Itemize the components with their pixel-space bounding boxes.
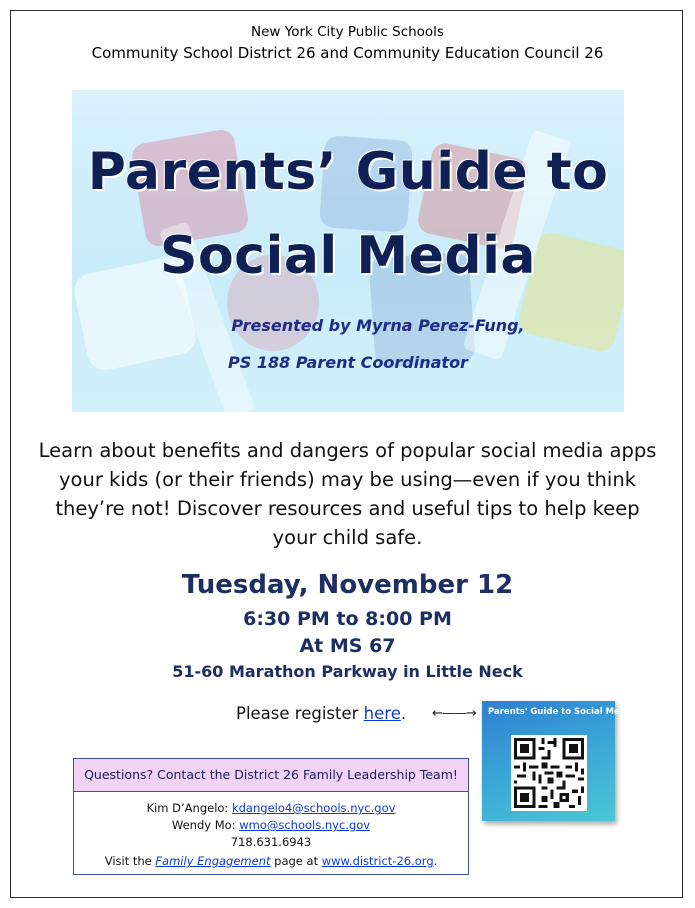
contact-wendy-email-link[interactable]: wmo@schools.nyc.gov — [239, 818, 371, 832]
event-address: 51-60 Marathon Parkway in Little Neck — [172, 662, 523, 681]
intro-paragraph: Learn about benefits and dangers of popular social media apps your kids (or their friends) may be using—even if you think they’re not! Discover resources and useful tips to help keep your child safe. — [38, 439, 657, 549]
header-line-1: New York City Public Schools — [251, 24, 444, 40]
qr-code-icon[interactable] — [511, 735, 587, 811]
event-location: At MS 67 — [299, 635, 396, 657]
district-site-link[interactable]: www.district-26.org — [321, 854, 434, 868]
register-link[interactable]: here — [363, 704, 401, 723]
contact-visit-line — [74, 854, 468, 868]
visit-suffix: . — [433, 854, 438, 868]
page-title-line-2: Social Media — [160, 226, 536, 286]
contact-line-kim — [74, 801, 468, 815]
register-suffix: . — [400, 704, 407, 723]
header-line-2: Community School District 26 and Community Education Council 26 — [91, 44, 604, 62]
presenter-role: PS 188 Parent Coordinator — [228, 353, 468, 372]
title-banner — [72, 90, 624, 412]
visit-middle: page at — [270, 854, 322, 868]
page-title-line-1: Parents’ Guide to — [87, 142, 609, 202]
contact-wendy-label: Wendy Mo: — [171, 818, 240, 832]
visit-prefix: Visit the — [104, 854, 156, 868]
register-line — [236, 704, 406, 723]
contact-box — [73, 758, 469, 875]
qr-card-title: Parents' Guide to Social Media — [488, 707, 635, 717]
contact-kim-label: Kim D’Angelo: — [146, 801, 232, 815]
presenter-name: Presented by Myrna Perez-Fung, — [231, 316, 525, 335]
event-time: 6:30 PM to 8:00 PM — [243, 608, 452, 630]
double-arrow-icon: ←——→ — [432, 706, 476, 721]
register-prefix: Please register — [236, 704, 364, 723]
event-date: Tuesday, November 12 — [181, 570, 514, 600]
contact-line-wendy — [74, 818, 468, 832]
contact-kim-email-link[interactable]: kdangelo4@schools.nyc.gov — [231, 801, 396, 815]
qr-card[interactable] — [482, 701, 635, 821]
contact-heading: Questions? Contact the District 26 Family Leadership Team! — [74, 759, 468, 792]
contact-phone: 718.631.6943 — [230, 835, 312, 849]
family-engagement-link[interactable]: Family Engagement — [155, 854, 271, 868]
